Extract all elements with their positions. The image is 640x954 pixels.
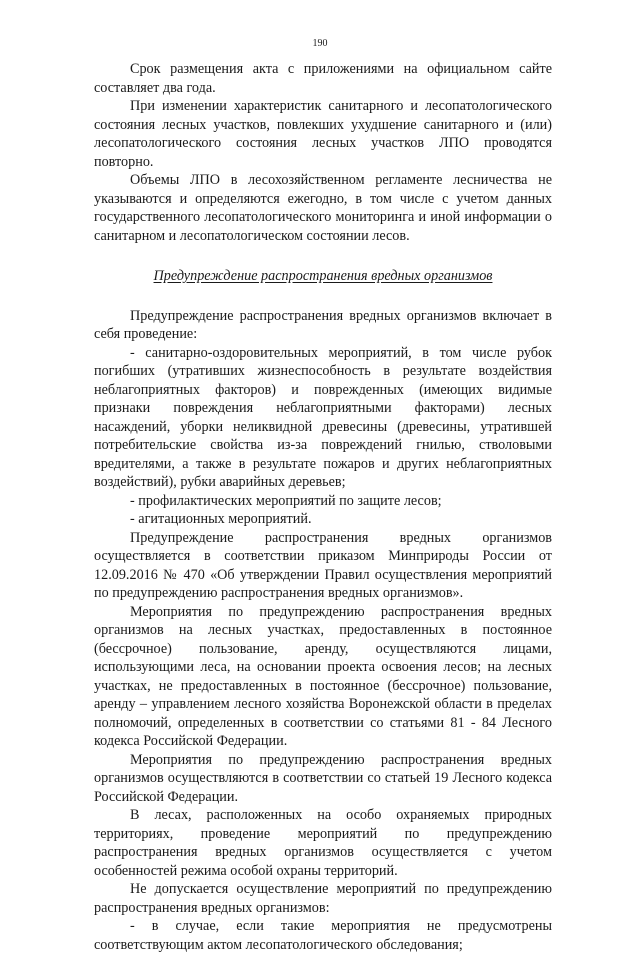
paragraph: Предупреждение распространения вредных организмов включает в себя проведение:: [94, 307, 552, 342]
list-item: - профилактических мероприятий по защите лесов;: [130, 492, 442, 509]
section-heading: Предупреждение распространения вредных организмов: [153, 268, 493, 284]
paragraph: Не допускается осуществление мероприятий по предупреждению распространения вредных организмов:: [94, 881, 552, 916]
paragraph: Срок размещения акта с приложениями на официальном сайте составляет два года.: [94, 61, 552, 96]
paragraph: В лесах, расположенных на особо охраняемых природных территориях, проведение мероприятий по предупреждению распространения вредных организмов осуществляется с учетом особенностей режима особой охраны территорий.: [94, 807, 552, 879]
section-heading-wrap: [94, 267, 552, 286]
page-number: 190: [312, 38, 328, 49]
list-item: - в случае, если такие мероприятия не предусмотрены соответствующим актом лесопатологического обследования;: [94, 918, 552, 953]
paragraph: Объемы ЛПО в лесохозяйственном регламенте лесничества не указываются и определяются ежегодно, в том числе с учетом данных государственного лесопатологического мониторинга и иной информации о санитарном и лесопатологическом состоянии лесов.: [94, 172, 552, 244]
paragraph: При изменении характеристик санитарного и лесопатологического состояния лесных участков, повлекших ухудшение санитарного и (или) лесопатологического состояния лесных участков ЛПО проводятся повторно.: [94, 98, 552, 170]
list-item: - агитационных мероприятий.: [130, 511, 312, 527]
document-body: [94, 60, 552, 954]
paragraph: Предупреждение распространения вредных организмов осуществляется в соответствии приказом Минприроды России от 12.09.2016 № 470 «Об утверждении Правил осуществления мероприятий по предупреждению распространения вредных организмов».: [94, 529, 552, 601]
paragraph: Мероприятия по предупреждению распространения вредных организмов осуществляются в соответствии со статьей 19 Лесного кодекса Российской Федерации.: [94, 751, 552, 805]
paragraph: Мероприятия по предупреждению распространения вредных организмов на лесных участках, предоставленных в постоянное (бессрочное) пользование, аренду, осуществляются лицами, использующими леса, на основании проекта освоения лесов; на лесных участках, не предоставленных в постоянное (бессрочное) пользование, аренду – управлением лесного хозяйства Воронежской области в пределах полномочий, определенных в соответствии со статьями 81 - 84 Лесного кодекса Российской Федерации.: [94, 603, 552, 749]
list-item: - санитарно-оздоровительных мероприятий, в том числе рубок погибших (утративших жизнеспособность в результате воздействия неблагоприятных факторов) и поврежденных (имеющих видимые признаки повреждения неблагоприятными факторами) лесных насаждений, уборки неликвидной древесины (древесины, утратившей потребительские свойства из-за повреждений гнилью, стволовыми вредителями, а также в результате пожаров и других неблагоприятных воздействий), рубки аварийных деревьев;: [94, 344, 552, 490]
